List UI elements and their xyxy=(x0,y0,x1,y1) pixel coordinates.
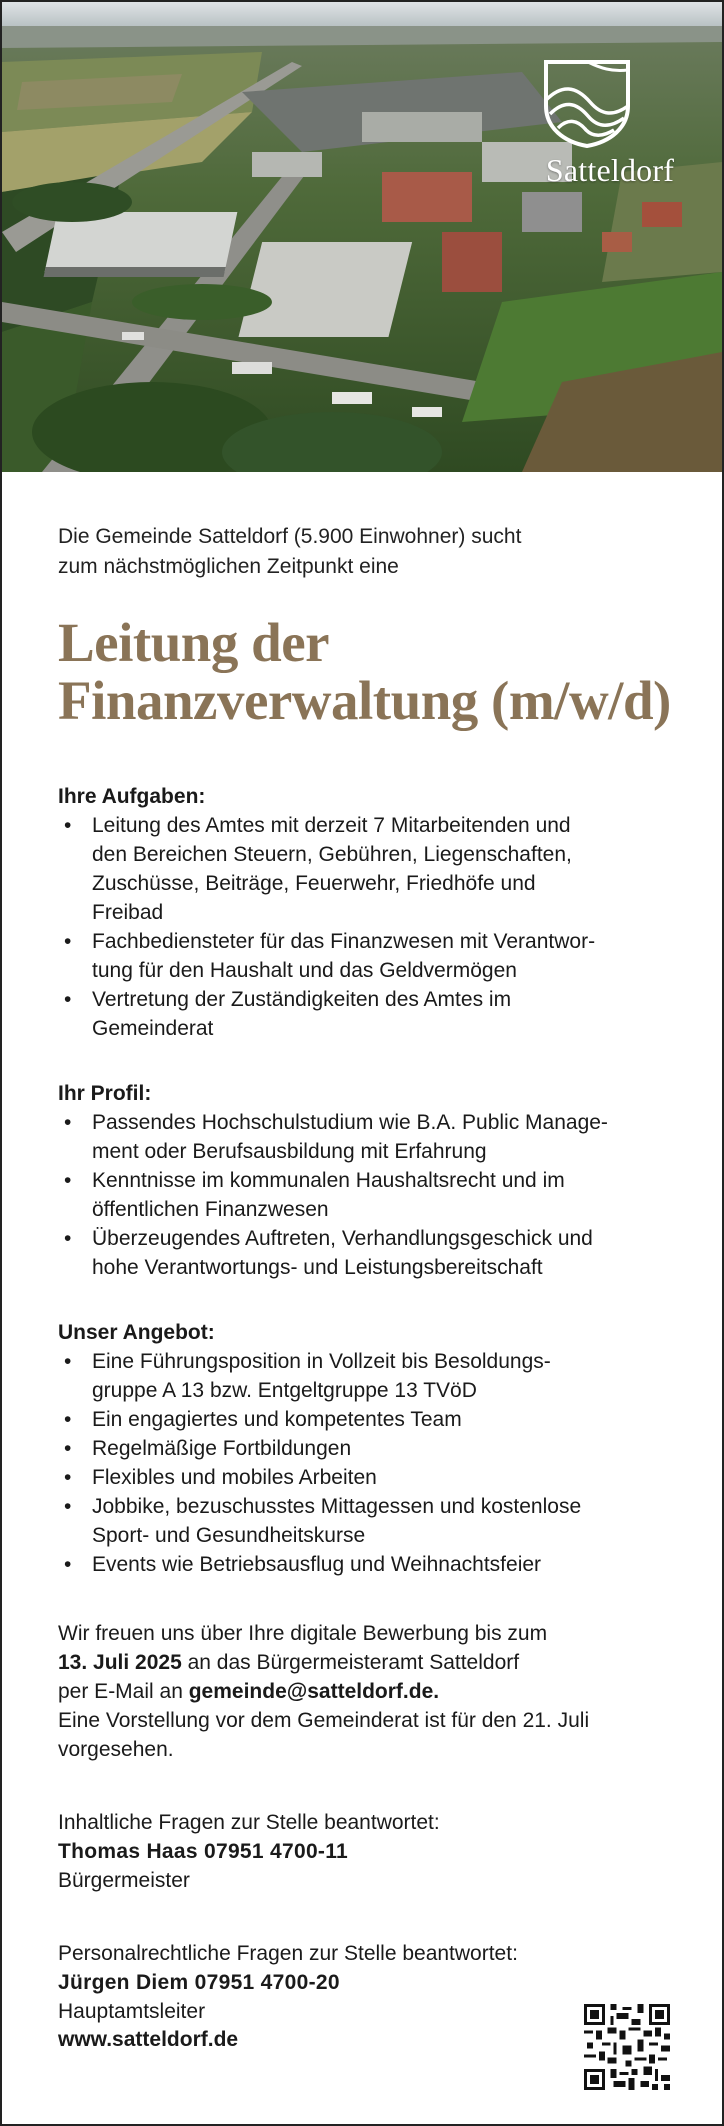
qr-code-icon[interactable] xyxy=(584,2004,670,2090)
contact-content xyxy=(58,1808,678,1895)
list-item-line: den Bereichen Steuern, Gebühren, Liegenschaften, xyxy=(92,843,572,866)
apply-line: vorgesehen. xyxy=(58,1738,174,1761)
job-title-line: Finanzverwaltung (m/w/d) xyxy=(58,670,671,731)
website-link[interactable]: www.satteldorf.de xyxy=(58,2028,239,2051)
list-item-line: Flexibles und mobiles Arbeiten xyxy=(92,1466,377,1489)
bullet-list xyxy=(58,811,678,1043)
apply-line xyxy=(58,1677,678,1706)
list-item-line: gruppe A 13 bzw. Entgeltgruppe 13 TVöD xyxy=(92,1379,477,1402)
apply-line xyxy=(58,1648,678,1677)
list-item: • Flexibles und mobiles Arbeiten xyxy=(58,1463,678,1492)
section-aufgaben xyxy=(58,782,678,1043)
list-item: • Passendes Hochschulstudium wie B.A. Public Manage- ment oder Berufsausbildung mit Erfahrung xyxy=(58,1108,678,1166)
email-link[interactable]: gemeinde@satteldorf.de. xyxy=(188,1680,440,1703)
contact-name-phone[interactable]: Thomas Haas 07951 4700-11 xyxy=(58,1840,349,1863)
bullet-list xyxy=(58,1108,678,1282)
contact-name-phone[interactable]: Jürgen Diem 07951 4700-20 xyxy=(58,1971,340,1994)
list-item-line: Kenntnisse im kommunalen Haushaltsrecht und im xyxy=(92,1169,565,1192)
section-heading: Ihre Aufgaben: xyxy=(58,785,206,808)
list-item-line: Passendes Hochschulstudium wie B.A. Public Manage- xyxy=(92,1111,608,1134)
logo-name: Satteldorf xyxy=(545,152,675,188)
list-item-line: ment oder Berufsausbildung mit Erfahrung xyxy=(92,1140,487,1163)
list-item: • Ein engagiertes und kompetentes Team xyxy=(58,1405,678,1434)
list-item-line: Jobbike, bezuschusstes Mittagessen und kostenlose xyxy=(92,1495,582,1518)
job-title-line: Leitung der xyxy=(58,612,330,673)
list-item-line: hohe Verantwortungs- und Leistungsbereitschaft xyxy=(92,1256,543,1279)
satteldorf-logo xyxy=(540,56,680,189)
apply-line-text: per E-Mail an xyxy=(58,1680,189,1703)
list-item: • Jobbike, bezuschusstes Mittagessen und kostenlose Sport- und Gesundheitskurse xyxy=(58,1492,678,1550)
intro-line: zum nächstmöglichen Zeitpunkt eine xyxy=(58,555,399,578)
list-item-line: Regelmäßige Fortbildungen xyxy=(92,1437,352,1460)
apply-line: Eine Vorstellung vor dem Gemeinderat ist für den 21. Juli xyxy=(58,1709,590,1732)
list-item-line: Gemeinderat xyxy=(92,1017,214,1040)
contact-role: Hauptamtsleiter xyxy=(58,2000,206,2023)
list-item-line: Vertretung der Zuständigkeiten des Amtes im xyxy=(92,988,512,1011)
list-item: • Eine Führungsposition in Vollzeit bis Besoldungs- gruppe A 13 bzw. Entgeltgruppe 13 TVöD xyxy=(58,1347,678,1405)
list-item-line: Eine Führungsposition in Vollzeit bis Besoldungs- xyxy=(92,1350,551,1373)
list-item-line: Überzeugendes Auftreten, Verhandlungsgeschick und xyxy=(92,1227,593,1250)
list-item: • Überzeugendes Auftreten, Verhandlungsgeschick und hohe Verantwortungs- und Leistungsbereitschaft xyxy=(58,1224,678,1282)
list-item: • Events wie Betriebsausflug und Weihnachtsfeier xyxy=(58,1550,678,1579)
application-info xyxy=(58,1619,678,1764)
section-profil xyxy=(58,1079,678,1282)
section-heading: Unser Angebot: xyxy=(58,1321,215,1344)
list-item-line: tung für den Haushalt und das Geldvermögen xyxy=(92,959,517,982)
contact-role: Bürgermeister xyxy=(58,1869,190,1892)
deadline: 13. Juli 2025 xyxy=(58,1651,182,1674)
list-item: • Regelmäßige Fortbildungen xyxy=(58,1434,678,1463)
municipal-crest-icon xyxy=(540,56,634,148)
contact-label: Inhaltliche Fragen zur Stelle beantwortet: xyxy=(58,1811,440,1834)
list-item-line: Freibad xyxy=(92,901,164,924)
list-item: • Vertretung der Zuständigkeiten des Amtes im Gemeinderat xyxy=(58,985,678,1043)
apply-line: Wir freuen uns über Ihre digitale Bewerbung bis zum xyxy=(58,1622,548,1645)
list-item-line: Events wie Betriebsausflug und Weihnachtsfeier xyxy=(92,1553,542,1576)
apply-line-text: an das Bürgermeisteramt Satteldorf xyxy=(181,1651,520,1674)
ad-content xyxy=(58,522,678,2026)
list-item-line: Sport- und Gesundheitskurse xyxy=(92,1524,366,1547)
aerial-photo xyxy=(2,2,722,472)
section-angebot xyxy=(58,1318,678,1579)
list-item-line: öffentlichen Finanzwesen xyxy=(92,1198,329,1221)
job-title xyxy=(58,614,678,730)
bullet-list xyxy=(58,1347,678,1579)
contact-label: Personalrechtliche Fragen zur Stelle beantwortet: xyxy=(58,1942,518,1965)
list-item: • Fachbediensteter für das Finanzwesen mit Verantwor- tung für den Haushalt und das Geldvermögen xyxy=(58,927,678,985)
list-item: • Leitung des Amtes mit derzeit 7 Mitarbeitenden und den Bereichen Steuern, Gebühren, Liegenschaften, Zuschüsse, Beiträge, Feuerwehr, Friedhöfe und Freibad xyxy=(58,811,678,927)
list-item-line: Fachbediensteter für das Finanzwesen mit Verantwor- xyxy=(92,930,596,953)
list-item-line: Ein engagiertes und kompetentes Team xyxy=(92,1408,462,1431)
list-item-line: Zuschüsse, Beiträge, Feuerwehr, Friedhöfe und xyxy=(92,872,536,895)
list-item-line: Leitung des Amtes mit derzeit 7 Mitarbeitenden und xyxy=(92,814,571,837)
intro-text xyxy=(58,522,678,582)
section-heading: Ihr Profil: xyxy=(58,1082,152,1105)
list-item: • Kenntnisse im kommunalen Haushaltsrecht und im öffentlichen Finanzwesen xyxy=(58,1166,678,1224)
intro-line: Die Gemeinde Satteldorf (5.900 Einwohner) sucht xyxy=(58,525,522,548)
